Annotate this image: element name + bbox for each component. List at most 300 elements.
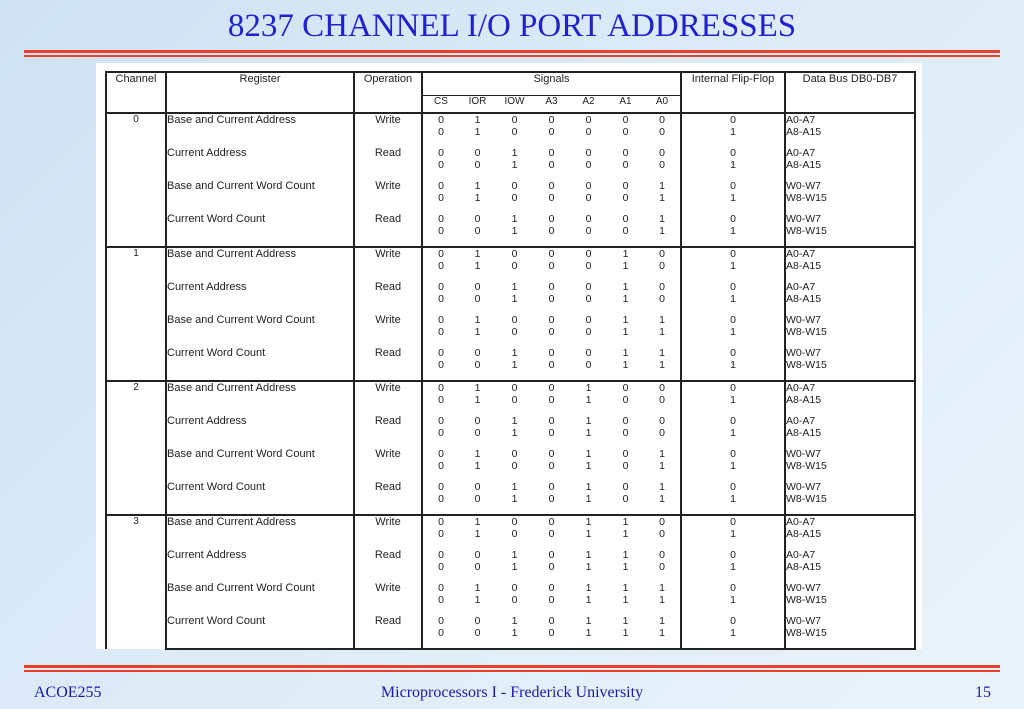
- signal-a3-bit: 0: [548, 314, 555, 326]
- header-a1: A1: [607, 96, 644, 114]
- signal-cs-bit: 0: [438, 427, 444, 439]
- header-flipflop: Internal Flip-Flop: [681, 72, 785, 113]
- signal-a2-cell: [570, 481, 607, 515]
- signal-iow-bit: 1: [511, 549, 518, 561]
- flipflop-bit: 1: [730, 493, 736, 505]
- header-register: Register: [166, 72, 354, 113]
- signal-a3-bit: 0: [548, 481, 555, 493]
- signal-iow-bit: 0: [511, 460, 518, 472]
- signal-a0-bit: 1: [659, 460, 665, 472]
- signal-cs-bit: 0: [438, 382, 444, 394]
- signal-iow-cell: [496, 147, 533, 180]
- signal-cs-bit: 0: [438, 549, 444, 561]
- signal-cs-cell: [422, 549, 459, 582]
- signal-iow-bit: 0: [511, 114, 518, 126]
- flipflop-bit: 1: [730, 293, 736, 305]
- signal-a1-cell: [607, 213, 644, 247]
- databus-value: A8-A15: [786, 126, 822, 138]
- signal-a2-cell: [570, 549, 607, 582]
- signal-ior-bit: 1: [474, 594, 481, 606]
- signal-a2-bit: 0: [585, 213, 592, 225]
- signal-a1-cell: [607, 381, 644, 415]
- signal-cs-cell: [422, 281, 459, 314]
- signal-ior-cell: [459, 582, 496, 615]
- signal-cs-cell: [422, 180, 459, 213]
- signal-a1-bit: 0: [622, 159, 629, 171]
- signal-a0-bit: 0: [659, 549, 665, 561]
- databus-value: W0-W7: [786, 213, 822, 225]
- signal-cs-cell: [422, 415, 459, 448]
- signal-ior-bit: 0: [474, 281, 481, 293]
- signal-iow-bit: 1: [511, 627, 518, 639]
- signal-iow-bit: 1: [511, 415, 518, 427]
- signal-a1-cell: [607, 147, 644, 180]
- signal-a1-cell: [607, 615, 644, 649]
- databus-value: W8-W15: [786, 225, 827, 237]
- flipflop-bit: 0: [730, 615, 736, 627]
- signal-a1-bit: 1: [622, 260, 629, 272]
- signal-a0-bit: 1: [659, 192, 665, 204]
- signal-a0-cell: [644, 180, 681, 213]
- operation-cell: Read: [354, 615, 422, 649]
- signal-a1-bit: 0: [622, 225, 629, 237]
- databus-value: A8-A15: [786, 427, 822, 439]
- signal-a2-cell: [570, 213, 607, 247]
- signal-a1-bit: 0: [622, 126, 629, 138]
- signal-iow-bit: 0: [511, 382, 518, 394]
- flipflop-bit: 1: [730, 627, 736, 639]
- signal-a0-bit: 0: [659, 147, 665, 159]
- signal-ior-cell: [459, 515, 496, 549]
- signal-iow-bit: 1: [511, 481, 518, 493]
- signal-ior-cell: [459, 347, 496, 381]
- databus-cell: [785, 481, 915, 515]
- flipflop-bit: 1: [730, 359, 736, 371]
- signal-a3-bit: 0: [548, 561, 555, 573]
- flipflop-cell: [681, 549, 785, 582]
- signal-cs-cell: [422, 347, 459, 381]
- signal-iow-bit: 0: [511, 180, 518, 192]
- databus-value: W0-W7: [786, 448, 822, 460]
- signal-a2-cell: [570, 113, 607, 147]
- signal-a2-cell: [570, 147, 607, 180]
- signal-iow-cell: [496, 247, 533, 281]
- signal-a0-cell: [644, 481, 681, 515]
- signal-a0-bit: 0: [659, 114, 665, 126]
- signal-a0-cell: [644, 515, 681, 549]
- signal-a2-bit: 1: [585, 561, 592, 573]
- operation-cell: Read: [354, 415, 422, 448]
- databus-cell: [785, 448, 915, 481]
- signal-a3-cell: [533, 481, 570, 515]
- signal-iow-cell: [496, 180, 533, 213]
- flipflop-cell: [681, 281, 785, 314]
- channel-number: 0: [106, 113, 166, 247]
- databus-value: W8-W15: [786, 326, 827, 338]
- signal-a2-bit: 0: [585, 225, 592, 237]
- signal-a3-cell: [533, 381, 570, 415]
- signal-a3-bit: 0: [548, 427, 555, 439]
- signal-a3-cell: [533, 549, 570, 582]
- signal-a2-bit: 1: [585, 627, 592, 639]
- signal-ior-bit: 1: [474, 192, 481, 204]
- signal-ior-bit: 0: [474, 293, 481, 305]
- register-name: Current Address: [166, 415, 354, 448]
- databus-value: A8-A15: [786, 293, 822, 305]
- signal-a1-cell: [607, 515, 644, 549]
- signal-iow-bit: 0: [511, 528, 518, 540]
- signal-a2-cell: [570, 281, 607, 314]
- signal-iow-bit: 0: [511, 448, 518, 460]
- register-name: Base and Current Word Count: [166, 180, 354, 213]
- operation-cell: Read: [354, 549, 422, 582]
- signal-cs-bit: 0: [438, 180, 444, 192]
- databus-value: A0-A7: [786, 382, 816, 394]
- signal-a1-bit: 1: [622, 549, 629, 561]
- signal-a3-cell: [533, 113, 570, 147]
- register-name: Base and Current Word Count: [166, 582, 354, 615]
- operation-cell: Write: [354, 180, 422, 213]
- signal-a3-bit: 0: [548, 415, 555, 427]
- footer-rule: [24, 665, 1000, 668]
- signal-a2-bit: 0: [585, 248, 592, 260]
- databus-value: A0-A7: [786, 516, 816, 528]
- signal-a3-bit: 0: [548, 347, 555, 359]
- signal-a1-bit: 0: [622, 460, 629, 472]
- signal-cs-bit: 0: [438, 314, 444, 326]
- signal-iow-cell: [496, 515, 533, 549]
- signal-iow-bit: 0: [511, 314, 518, 326]
- signal-ior-bit: 0: [474, 481, 481, 493]
- signal-ior-cell: [459, 147, 496, 180]
- signal-a0-bit: 0: [659, 260, 665, 272]
- signal-a0-bit: 1: [659, 347, 665, 359]
- signal-a3-cell: [533, 347, 570, 381]
- register-name: Current Word Count: [166, 615, 354, 649]
- signal-a0-bit: 0: [659, 159, 665, 171]
- signal-a3-bit: 0: [548, 192, 555, 204]
- channel-number: 1: [106, 247, 166, 381]
- flipflop-bit: 1: [730, 460, 736, 472]
- flipflop-cell: [681, 582, 785, 615]
- operation-cell: Write: [354, 113, 422, 147]
- flipflop-bit: 0: [730, 549, 736, 561]
- signal-a1-cell: [607, 314, 644, 347]
- flipflop-bit: 1: [730, 594, 736, 606]
- flipflop-bit: 0: [730, 248, 736, 260]
- flipflop-bit: 0: [730, 281, 736, 293]
- signal-a1-bit: 1: [622, 326, 629, 338]
- signal-ior-bit: 0: [474, 159, 481, 171]
- signal-a2-cell: [570, 381, 607, 415]
- signal-a3-bit: 0: [548, 615, 555, 627]
- signal-ior-bit: 1: [474, 582, 481, 594]
- signal-a2-bit: 1: [585, 516, 592, 528]
- signal-cs-cell: [422, 147, 459, 180]
- register-name: Current Address: [166, 281, 354, 314]
- signal-cs-bit: 0: [438, 213, 444, 225]
- databus-value: A0-A7: [786, 114, 816, 126]
- table-row: [106, 582, 915, 615]
- signal-ior-bit: 0: [474, 359, 481, 371]
- signal-a2-bit: 1: [585, 448, 592, 460]
- signal-a0-bit: 1: [659, 582, 665, 594]
- signal-cs-bit: 0: [438, 192, 444, 204]
- databus-value: W8-W15: [786, 359, 827, 371]
- signal-a2-bit: 1: [585, 460, 592, 472]
- signal-a1-bit: 1: [622, 582, 629, 594]
- signal-a0-cell: [644, 347, 681, 381]
- signal-ior-bit: 0: [474, 213, 481, 225]
- signal-iow-bit: 1: [511, 213, 518, 225]
- signal-cs-bit: 0: [438, 281, 444, 293]
- databus-value: W8-W15: [786, 627, 827, 639]
- register-name: Base and Current Address: [166, 515, 354, 549]
- signal-a2-bit: 1: [585, 481, 592, 493]
- signal-iow-bit: 1: [511, 359, 518, 371]
- operation-cell: Read: [354, 347, 422, 381]
- signal-a0-bit: 0: [659, 281, 665, 293]
- signal-cs-cell: [422, 113, 459, 147]
- signal-a3-cell: [533, 415, 570, 448]
- signal-a0-cell: [644, 549, 681, 582]
- signal-a2-bit: 0: [585, 326, 592, 338]
- signal-a2-bit: 1: [585, 394, 592, 406]
- signal-cs-bit: 0: [438, 359, 444, 371]
- operation-cell: Write: [354, 582, 422, 615]
- table-row: [106, 381, 915, 415]
- flipflop-bit: 0: [730, 415, 736, 427]
- channel-number: 2: [106, 381, 166, 515]
- table-row: [106, 247, 915, 281]
- databus-cell: [785, 515, 915, 549]
- signal-cs-bit: 0: [438, 260, 444, 272]
- signal-cs-bit: 0: [438, 594, 444, 606]
- signal-a2-cell: [570, 415, 607, 448]
- signal-cs-cell: [422, 448, 459, 481]
- signal-a1-bit: 0: [622, 192, 629, 204]
- flipflop-bit: 1: [730, 561, 736, 573]
- signal-ior-bit: 1: [474, 528, 481, 540]
- signal-a3-bit: 0: [548, 549, 555, 561]
- databus-cell: [785, 615, 915, 649]
- signal-a1-cell: [607, 347, 644, 381]
- flipflop-bit: 0: [730, 180, 736, 192]
- signal-iow-bit: 1: [511, 615, 518, 627]
- signal-a1-bit: 0: [622, 147, 629, 159]
- signal-a0-bit: 1: [659, 225, 665, 237]
- table-row: [106, 415, 915, 448]
- flipflop-cell: [681, 247, 785, 281]
- signal-a1-bit: 1: [622, 561, 629, 573]
- signal-a2-cell: [570, 347, 607, 381]
- signal-a1-bit: 0: [622, 448, 629, 460]
- signal-cs-bit: 0: [438, 448, 444, 460]
- table-row: [106, 113, 915, 147]
- signal-a3-bit: 0: [548, 126, 555, 138]
- signal-a3-bit: 0: [548, 260, 555, 272]
- databus-cell: [785, 113, 915, 147]
- signal-a2-cell: [570, 448, 607, 481]
- header-a2: A2: [570, 96, 607, 114]
- flipflop-cell: [681, 515, 785, 549]
- header-channel: Channel: [106, 72, 166, 113]
- signal-iow-bit: 0: [511, 394, 518, 406]
- databus-value: A8-A15: [786, 528, 822, 540]
- signal-a2-cell: [570, 314, 607, 347]
- signal-a2-bit: 0: [585, 114, 592, 126]
- databus-cell: [785, 549, 915, 582]
- signal-iow-cell: [496, 582, 533, 615]
- flipflop-bit: 0: [730, 516, 736, 528]
- signal-a2-bit: 1: [585, 528, 592, 540]
- signal-a3-cell: [533, 615, 570, 649]
- signal-cs-bit: 0: [438, 528, 444, 540]
- signal-ior-bit: 0: [474, 225, 481, 237]
- databus-value: W0-W7: [786, 481, 822, 493]
- signal-ior-cell: [459, 481, 496, 515]
- flipflop-bit: 1: [730, 528, 736, 540]
- table-row: [106, 147, 915, 180]
- databus-value: W8-W15: [786, 460, 827, 472]
- signal-a3-cell: [533, 582, 570, 615]
- databus-value: A8-A15: [786, 561, 822, 573]
- signal-a0-cell: [644, 147, 681, 180]
- signal-a0-cell: [644, 247, 681, 281]
- table-row: [106, 448, 915, 481]
- signal-iow-bit: 0: [511, 192, 518, 204]
- signal-cs-cell: [422, 481, 459, 515]
- signal-ior-cell: [459, 415, 496, 448]
- signal-cs-bit: 0: [438, 347, 444, 359]
- signal-a1-bit: 1: [622, 615, 629, 627]
- databus-value: A0-A7: [786, 549, 816, 561]
- operation-cell: Write: [354, 247, 422, 281]
- signal-cs-bit: 0: [438, 615, 444, 627]
- signal-ior-cell: [459, 247, 496, 281]
- signal-a0-bit: 0: [659, 394, 665, 406]
- signal-ior-bit: 0: [474, 493, 481, 505]
- databus-value: A0-A7: [786, 147, 816, 159]
- signal-iow-bit: 0: [511, 126, 518, 138]
- signal-a1-cell: [607, 582, 644, 615]
- signal-a3-cell: [533, 448, 570, 481]
- table-row: [106, 615, 915, 649]
- signal-cs-cell: [422, 381, 459, 415]
- databus-value: A0-A7: [786, 415, 816, 427]
- signal-ior-bit: 0: [474, 347, 481, 359]
- signal-cs-bit: 0: [438, 481, 444, 493]
- signal-a1-bit: 1: [622, 516, 629, 528]
- signal-ior-bit: 1: [474, 314, 481, 326]
- signal-a2-bit: 0: [585, 192, 592, 204]
- signal-ior-cell: [459, 549, 496, 582]
- signal-iow-cell: [496, 415, 533, 448]
- signal-a3-cell: [533, 213, 570, 247]
- course-code: ACOE255: [34, 684, 102, 701]
- table-row: [106, 347, 915, 381]
- signal-ior-cell: [459, 180, 496, 213]
- signal-a3-bit: 0: [548, 460, 555, 472]
- signal-a3-bit: 0: [548, 213, 555, 225]
- databus-value: W0-W7: [786, 615, 822, 627]
- signal-cs-bit: 0: [438, 561, 444, 573]
- signal-a1-bit: 1: [622, 293, 629, 305]
- signal-a1-cell: [607, 448, 644, 481]
- signal-a3-bit: 0: [548, 382, 555, 394]
- signal-iow-bit: 0: [511, 326, 518, 338]
- databus-value: W0-W7: [786, 582, 822, 594]
- signal-a3-cell: [533, 314, 570, 347]
- flipflop-bit: 0: [730, 448, 736, 460]
- signal-a1-bit: 1: [622, 359, 629, 371]
- signal-a0-bit: 0: [659, 415, 665, 427]
- signal-a3-bit: 0: [548, 159, 555, 171]
- operation-cell: Write: [354, 314, 422, 347]
- signal-a0-bit: 0: [659, 293, 665, 305]
- signal-a1-bit: 1: [622, 627, 629, 639]
- footer-rule-secondary: [24, 670, 1000, 672]
- signal-a3-cell: [533, 147, 570, 180]
- signal-a0-bit: 1: [659, 448, 665, 460]
- signal-iow-cell: [496, 347, 533, 381]
- signal-a3-bit: 0: [548, 627, 555, 639]
- signal-ior-cell: [459, 113, 496, 147]
- signal-ior-cell: [459, 448, 496, 481]
- signal-a0-bit: 1: [659, 481, 665, 493]
- signal-ior-cell: [459, 281, 496, 314]
- signal-a2-bit: 0: [585, 281, 592, 293]
- table-row: [106, 314, 915, 347]
- register-name: Current Address: [166, 549, 354, 582]
- flipflop-bit: 0: [730, 114, 736, 126]
- signal-cs-bit: 0: [438, 460, 444, 472]
- signal-ior-cell: [459, 615, 496, 649]
- header-cs: $\overline{CS}$: [422, 96, 459, 114]
- signal-a2-bit: 1: [585, 615, 592, 627]
- signal-a2-cell: [570, 582, 607, 615]
- databus-value: W8-W15: [786, 493, 827, 505]
- signal-ior-cell: [459, 314, 496, 347]
- signal-a1-bit: 0: [622, 213, 629, 225]
- signal-a1-bit: 0: [622, 481, 629, 493]
- signal-iow-bit: 0: [511, 594, 518, 606]
- signal-ior-bit: 1: [474, 126, 481, 138]
- flipflop-cell: [681, 415, 785, 448]
- signal-a2-bit: 0: [585, 314, 592, 326]
- signal-a0-cell: [644, 615, 681, 649]
- register-name: Base and Current Address: [166, 113, 354, 147]
- operation-cell: Write: [354, 381, 422, 415]
- flipflop-bit: 1: [730, 192, 736, 204]
- signal-a1-cell: [607, 113, 644, 147]
- table-row: [106, 281, 915, 314]
- signal-ior-cell: [459, 381, 496, 415]
- signal-a2-bit: 1: [585, 427, 592, 439]
- signal-ior-bit: 1: [474, 382, 481, 394]
- signal-a1-bit: 0: [622, 114, 629, 126]
- signal-cs-bit: 0: [438, 147, 444, 159]
- signal-ior-bit: 1: [474, 260, 481, 272]
- title-rule-secondary: [24, 55, 1000, 57]
- signal-a0-bit: 1: [659, 326, 665, 338]
- signal-a0-cell: [644, 281, 681, 314]
- signal-a2-bit: 0: [585, 293, 592, 305]
- header-signals: Signals: [422, 72, 681, 96]
- databus-cell: [785, 147, 915, 180]
- signal-a0-bit: 0: [659, 427, 665, 439]
- databus-value: A8-A15: [786, 394, 822, 406]
